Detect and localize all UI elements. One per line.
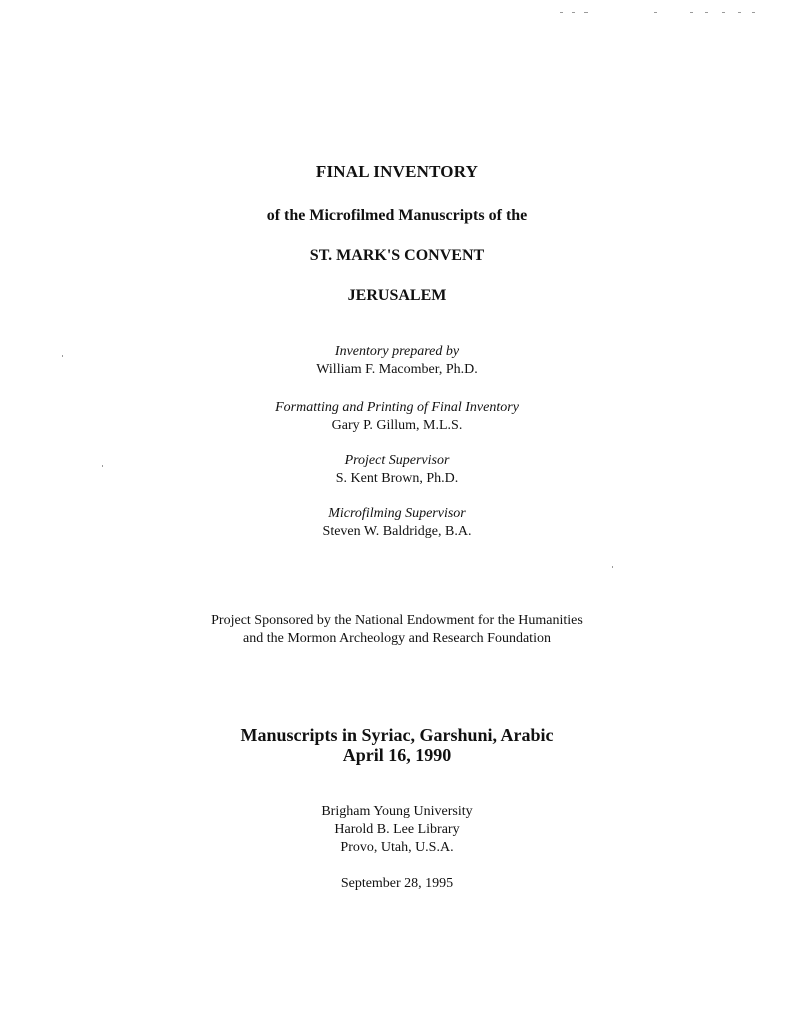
manuscript-date: April 16, 1990 (342, 745, 452, 765)
credit-role: Microfilming Supervisor (328, 506, 466, 521)
credit-role: Project Supervisor (344, 453, 450, 468)
sponsor-line: and the Mormon Archeology and Research Foundation (243, 631, 551, 646)
imprint-line: Provo, Utah, U.S.A. (340, 840, 454, 855)
credit-name: William F. Macomber, Ph.D. (316, 362, 478, 377)
credit-name: Gary P. Gillum, M.L.S. (331, 418, 463, 433)
sponsor-line: Project Sponsored by the National Endowment for the Humanities (211, 613, 583, 628)
credit-name: Steven W. Baldridge, B.A. (322, 524, 472, 539)
scan-speck (738, 12, 741, 13)
scan-speck (572, 12, 575, 13)
document-title: FINAL INVENTORY (315, 162, 479, 181)
imprint-date: September 28, 1995 (340, 876, 454, 891)
credit-name: S. Kent Brown, Ph.D. (335, 471, 459, 486)
scan-speck (584, 12, 588, 13)
scan-speck (690, 12, 693, 13)
scan-speck (705, 12, 708, 13)
document-subtitle: of the Microfilmed Manuscripts of the (266, 207, 528, 224)
imprint-line: Harold B. Lee Library (334, 822, 460, 837)
credit-role: Inventory prepared by (334, 344, 460, 359)
credit-role: Formatting and Printing of Final Inventory (275, 400, 519, 415)
scan-speck (654, 12, 657, 13)
collection-name: ST. MARK'S CONVENT (309, 247, 485, 264)
scan-speck (752, 12, 755, 13)
scan-speck (560, 12, 563, 13)
manuscript-languages: Manuscripts in Syriac, Garshuni, Arabic (240, 725, 554, 745)
collection-location: JERUSALEM (347, 287, 447, 304)
imprint-line: Brigham Young University (321, 804, 473, 819)
scan-speck (612, 566, 613, 568)
scan-speck (722, 12, 725, 13)
